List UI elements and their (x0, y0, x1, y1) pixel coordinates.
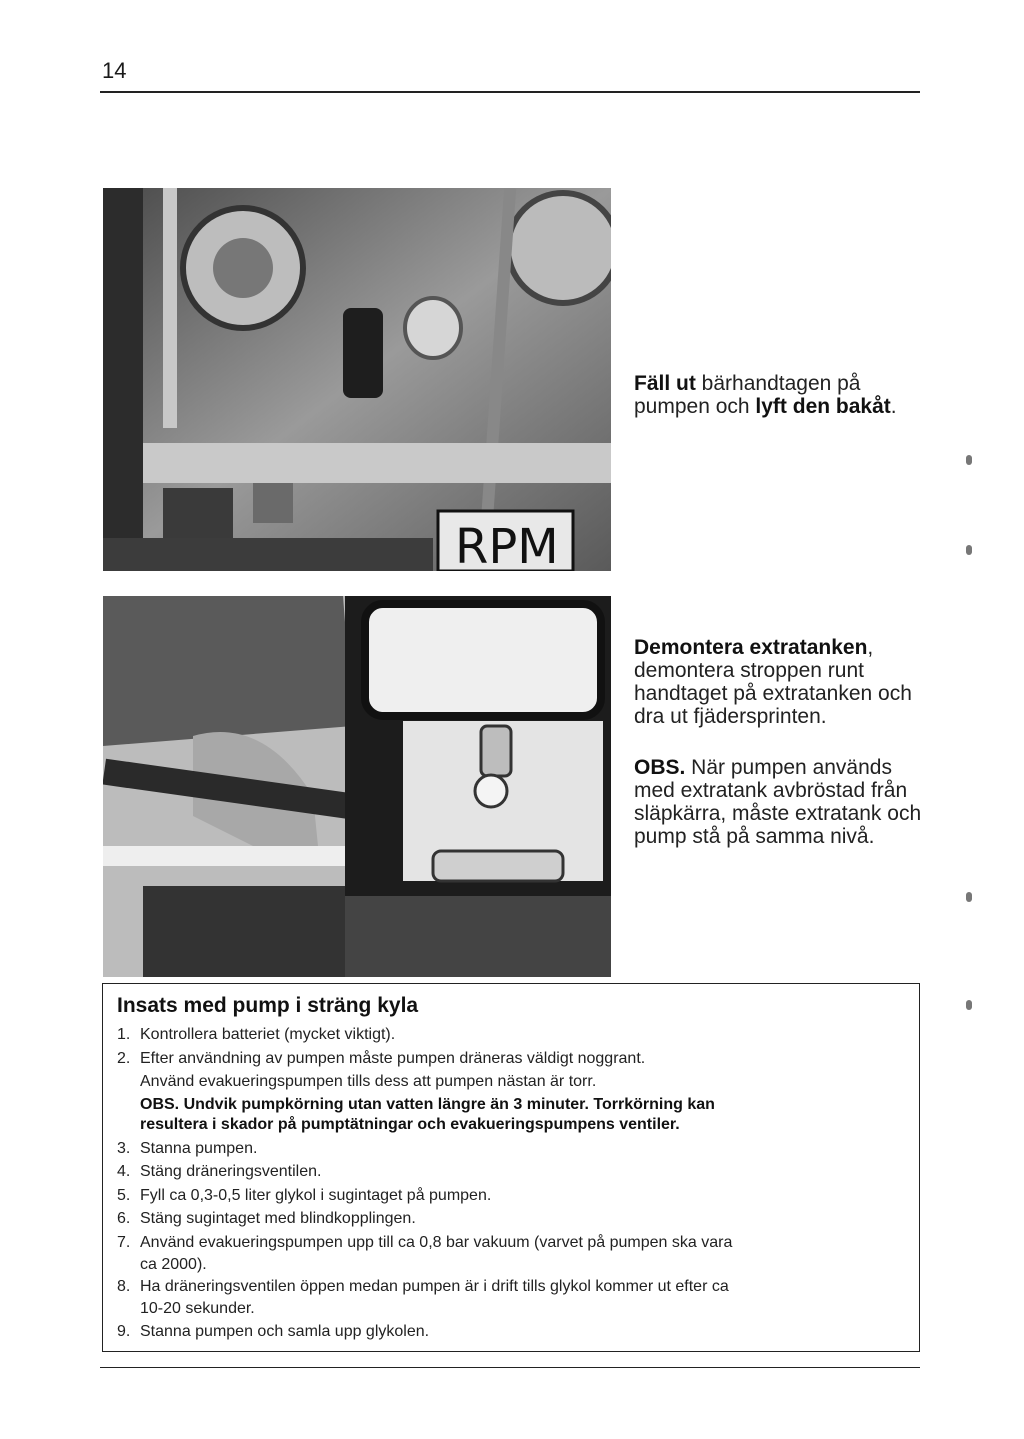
step-text: Fyll ca 0,3-0,5 liter glykol i sugintaget på pumpen. (140, 1187, 492, 1204)
step-number: 8. (117, 1278, 131, 1295)
step-text: Använd evakueringspumpen tills dess att pumpen nästan är torr. (140, 1073, 597, 1090)
step-text: Kontrollera batteriet (mycket viktigt). (140, 1026, 396, 1043)
plate-text: RPM (455, 519, 559, 571)
caption2-text: , demontera stroppen runt handtaget på extratanken och dra ut fjädersprinten. (634, 636, 912, 728)
caption-obs-note (634, 756, 934, 848)
header-rule (100, 91, 920, 93)
step-number: 1. (117, 1026, 131, 1043)
margin-mark (966, 455, 972, 465)
margin-mark (966, 1000, 972, 1010)
caption-unfold-handles (634, 372, 924, 418)
caption-remove-tank (634, 636, 934, 728)
step-number: 4. (117, 1163, 131, 1180)
margin-mark (966, 545, 972, 555)
step-text: 10-20 sekunder. (140, 1300, 255, 1317)
warning-line: resultera i skador på pumptätningar och evakueringspumpens ventiler. (140, 1116, 680, 1133)
step-text: Stäng sugintaget med blindkopplingen. (140, 1210, 416, 1227)
step-number: 6. (117, 1210, 131, 1227)
step-number: 7. (117, 1234, 131, 1251)
extra-tank-photo-graphic (103, 596, 611, 977)
caption1-text1: bärhandtagen på pumpen och (634, 372, 861, 418)
step-number: 9. (117, 1323, 131, 1340)
step-text: Stanna pumpen. (140, 1140, 258, 1157)
step-text: Efter användning av pumpen måste pumpen dräneras väldigt noggrant. (140, 1050, 646, 1067)
page-number: 14 (102, 58, 127, 83)
step-number: 5. (117, 1187, 131, 1204)
caption1-bold2: lyft den bakåt (755, 395, 891, 418)
caption2-bold: Demontera extratanken (634, 636, 868, 659)
caption3-bold: OBS. (634, 756, 686, 779)
caption1-text2: . (890, 395, 897, 418)
step-text: Ha dräneringsventilen öppen medan pumpen är i drift tills glykol kommer ut efter ca (140, 1278, 729, 1295)
box-title: Insats med pump i sträng kyla (117, 994, 419, 1017)
step-number: 2. (117, 1050, 131, 1067)
pump-handle-photo (103, 188, 611, 571)
caption3-text: När pumpen används med extratank avbröstad från släpkärra, måste extratank och pump stå på samma nivå. (634, 756, 922, 848)
warning-line: OBS. Undvik pumpkörning utan vatten längre än 3 minuter. Torrkörning kan (140, 1096, 715, 1113)
step-text: ca 2000). (140, 1256, 207, 1273)
step-text: Använd evakueringspumpen upp till ca 0,8 bar vakuum (varvet på pumpen ska vara (140, 1234, 733, 1251)
caption1-bold1: Fäll ut (634, 372, 696, 395)
footer-rule (100, 1367, 920, 1368)
step-text: Stäng dräneringsventilen. (140, 1163, 322, 1180)
margin-mark (966, 892, 972, 902)
pump-handle-photo-graphic (103, 188, 611, 571)
step-text: Stanna pumpen och samla upp glykolen. (140, 1323, 430, 1340)
extra-tank-photo (103, 596, 611, 977)
step-number: 3. (117, 1140, 131, 1157)
